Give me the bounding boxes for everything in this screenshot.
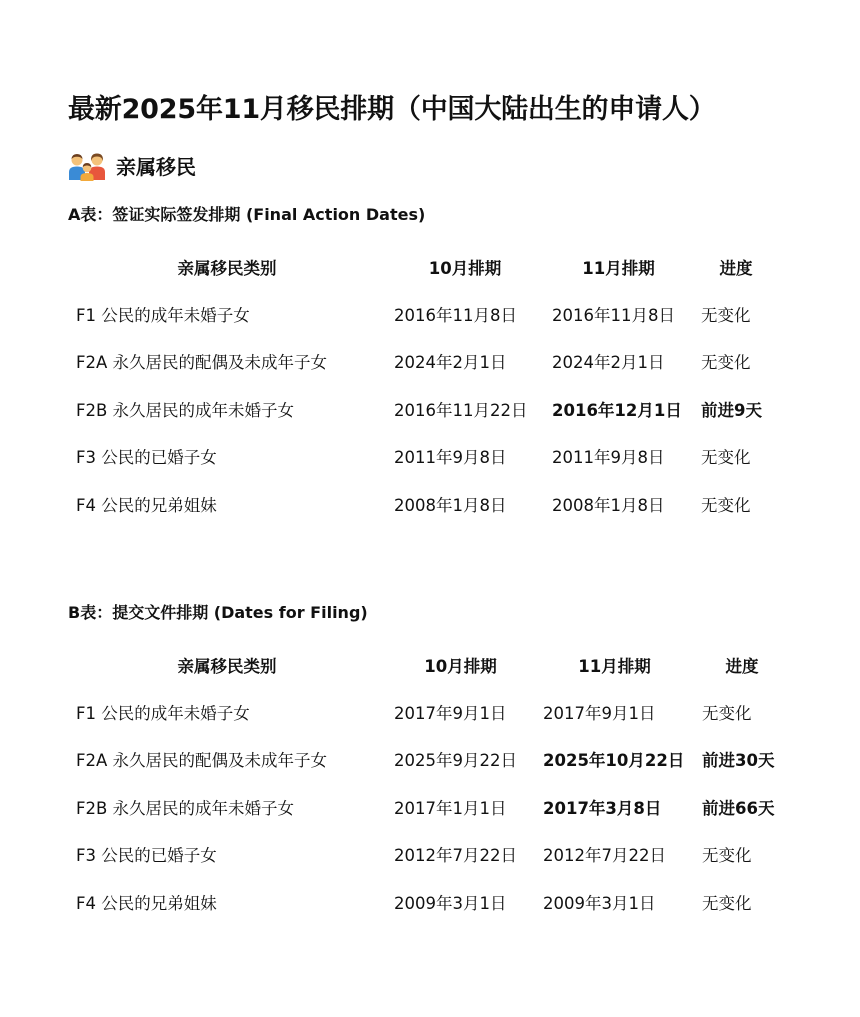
- column-header-category: 亲属移民类别: [177, 258, 277, 278]
- table-row: [68, 783, 790, 831]
- table-row: [68, 290, 779, 338]
- family-icon: [68, 153, 108, 181]
- october-date-cell: 2016年11月22日: [394, 400, 528, 420]
- november-date-cell: 2011年9月8日: [552, 448, 665, 468]
- progress-cell: 无变化: [701, 353, 751, 373]
- table-a: [68, 243, 779, 528]
- november-date-cell: 2012年7月22日: [543, 846, 666, 866]
- column-header-october: 10月排期: [428, 258, 502, 278]
- column-header-progress: 进度: [719, 258, 753, 278]
- table-b: [68, 641, 790, 926]
- progress-cell: 无变化: [702, 846, 752, 866]
- column-header-october: 10月排期: [424, 656, 497, 676]
- table-row: [68, 688, 790, 736]
- page-title: 最新2025年11月移民排期（中国大陆出生的申请人）: [68, 94, 716, 125]
- table-row: [68, 480, 779, 528]
- progress-cell: 前进66天: [702, 798, 775, 818]
- november-date-cell: 2016年12月1日: [552, 400, 682, 420]
- column-header-november: 11月排期: [578, 656, 651, 676]
- table-row: [68, 736, 790, 784]
- progress-cell: 前进30天: [702, 751, 775, 771]
- progress-cell: 无变化: [702, 703, 752, 723]
- october-date-cell: 2017年1月1日: [394, 798, 507, 818]
- november-date-cell: 2017年3月8日: [543, 798, 662, 818]
- table-row: [68, 433, 779, 481]
- progress-cell: 无变化: [702, 893, 752, 913]
- october-date-cell: 2008年1月8日: [394, 495, 507, 515]
- october-date-cell: 2011年9月8日: [394, 448, 507, 468]
- november-date-cell: 2024年2月1日: [552, 353, 665, 373]
- category-cell: F4 公民的兄弟姐妹: [76, 495, 217, 515]
- category-cell: F2A 永久居民的配偶及未成年子女: [76, 751, 328, 771]
- column-header-november: 11月排期: [582, 258, 655, 278]
- october-date-cell: 2017年9月1日: [394, 703, 507, 723]
- table-row: [68, 878, 790, 926]
- november-date-cell: 2016年11月8日: [552, 305, 675, 325]
- column-header-category: 亲属移民类别: [177, 656, 277, 676]
- october-date-cell: 2016年11月8日: [394, 305, 517, 325]
- category-cell: F1 公民的成年未婚子女: [76, 305, 250, 325]
- progress-cell: 无变化: [701, 448, 751, 468]
- column-header-progress: 进度: [725, 656, 759, 676]
- october-date-cell: 2025年9月22日: [394, 751, 517, 771]
- november-date-cell: 2008年1月8日: [552, 495, 665, 515]
- november-date-cell: 2009年3月1日: [543, 893, 656, 913]
- november-date-cell: 2025年10月22日: [543, 751, 685, 771]
- table-b-heading: B表：提交文件排期 (Dates for Filing): [68, 603, 368, 622]
- category-cell: F2B 永久居民的成年未婚子女: [76, 400, 295, 420]
- table-row: [68, 385, 779, 433]
- october-date-cell: 2009年3月1日: [394, 893, 507, 913]
- category-cell: F3 公民的已婚子女: [76, 448, 217, 468]
- category-cell: F2B 永久居民的成年未婚子女: [76, 798, 295, 818]
- section-title-text: 亲属移民: [116, 155, 196, 179]
- category-cell: F1 公民的成年未婚子女: [76, 703, 250, 723]
- october-date-cell: 2012年7月22日: [394, 846, 517, 866]
- november-date-cell: 2017年9月1日: [543, 703, 656, 723]
- progress-cell: 前进9天: [701, 400, 762, 420]
- table-b-header-row: [68, 641, 790, 688]
- october-date-cell: 2024年2月1日: [394, 353, 507, 373]
- category-cell: F4 公民的兄弟姐妹: [76, 893, 217, 913]
- table-row: [68, 338, 779, 386]
- section-title: [68, 152, 196, 182]
- category-cell: F2A 永久居民的配偶及未成年子女: [76, 353, 328, 373]
- table-a-header-row: [68, 243, 779, 290]
- category-cell: F3 公民的已婚子女: [76, 846, 217, 866]
- table-a-heading: A表：签证实际签发排期 (Final Action Dates): [68, 205, 426, 224]
- progress-cell: 无变化: [701, 305, 751, 325]
- progress-cell: 无变化: [701, 495, 751, 515]
- table-row: [68, 831, 790, 879]
